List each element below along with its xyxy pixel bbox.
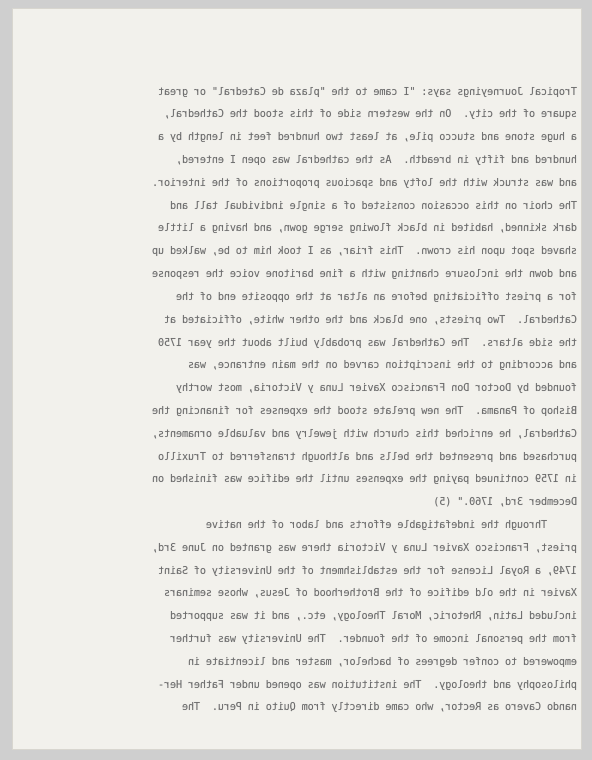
text-line: purchased and presented the bells and although transferred to Truxillo	[158, 452, 577, 463]
text-line: square of the city. On the western side of this stood the Cathedral,	[164, 109, 577, 120]
text-line: in 1759 continued paying the expenses until the edifice was finished on	[152, 474, 577, 485]
typewritten-text-reversed	[22, 8, 577, 750]
text-line: founded by Doctor Don Francisco Xavier Luna y Victoria, most worthy	[176, 383, 577, 394]
text-line: for a priest officiating before an altar at the opposite end of the	[176, 292, 577, 303]
text-line: shaved spot upon his crown. This friar, as I took him to be, walked up	[152, 246, 577, 257]
text-line: the side altars. The Cathedral was probably built about the year 1750	[158, 338, 577, 349]
text-line: 1749, a Royal License for the establishment of the University of Saint	[158, 566, 577, 577]
text-line: and was struck with the lofty and spacious proportions of the interior.	[152, 178, 577, 189]
text-line: empowered to confer degrees of bachelor, master and licentiate in	[188, 657, 577, 668]
text-line: from the personal income of the founder. The University was further	[170, 634, 577, 645]
text-line: a huge stone and stucco pile, at least two hundred feet in length by a	[158, 132, 577, 143]
document-page	[12, 8, 582, 750]
text-line: philosophy and theology. The institution was opened under Father Her-	[158, 680, 577, 691]
text-line: Xavier in the old edifice of the Brotherhood of Jesus, whose seminars	[164, 588, 577, 599]
text-line: Bishop of Panama. The new prelate stood the expenses for financing the	[152, 406, 577, 417]
text-line: priest, Francisco Xavier Luna y Victoria there was granted on June 3rd,	[152, 543, 577, 554]
text-line: and down the inclosure chanting with a fine baritone voice the response	[152, 269, 577, 280]
text-line: and according to the inscription carved on the main entrance, was	[188, 360, 577, 371]
text-line: Cathedral. Two priests, one black and the other white, officiated at	[164, 315, 577, 326]
text-line: Through the indefatigable efforts and labor of the native	[206, 520, 577, 531]
text-line: included Latin, Rhetoric, Moral Theology, etc., and it was supported	[170, 611, 577, 622]
text-line: dark skinned, habited in black flowing serge gown, and having a little	[158, 223, 577, 234]
text-line: Tropical Journeyings says: "I came to the "plaza de Catedral" or great	[158, 87, 577, 98]
text-line: The choir on this occasion consisted of a single individual tall and	[170, 201, 577, 212]
text-line: Cathedral, he enriched this church with jewelry and valuable ornaments,	[152, 429, 577, 440]
text-line: nando Cavero as Rector, who came directly from Quito in Peru. The	[182, 702, 577, 713]
text-line: December 3rd, 1760." (5)	[433, 497, 577, 508]
text-line: hundred and fifty in breadth. As the cathedral was open I entered,	[176, 155, 577, 166]
